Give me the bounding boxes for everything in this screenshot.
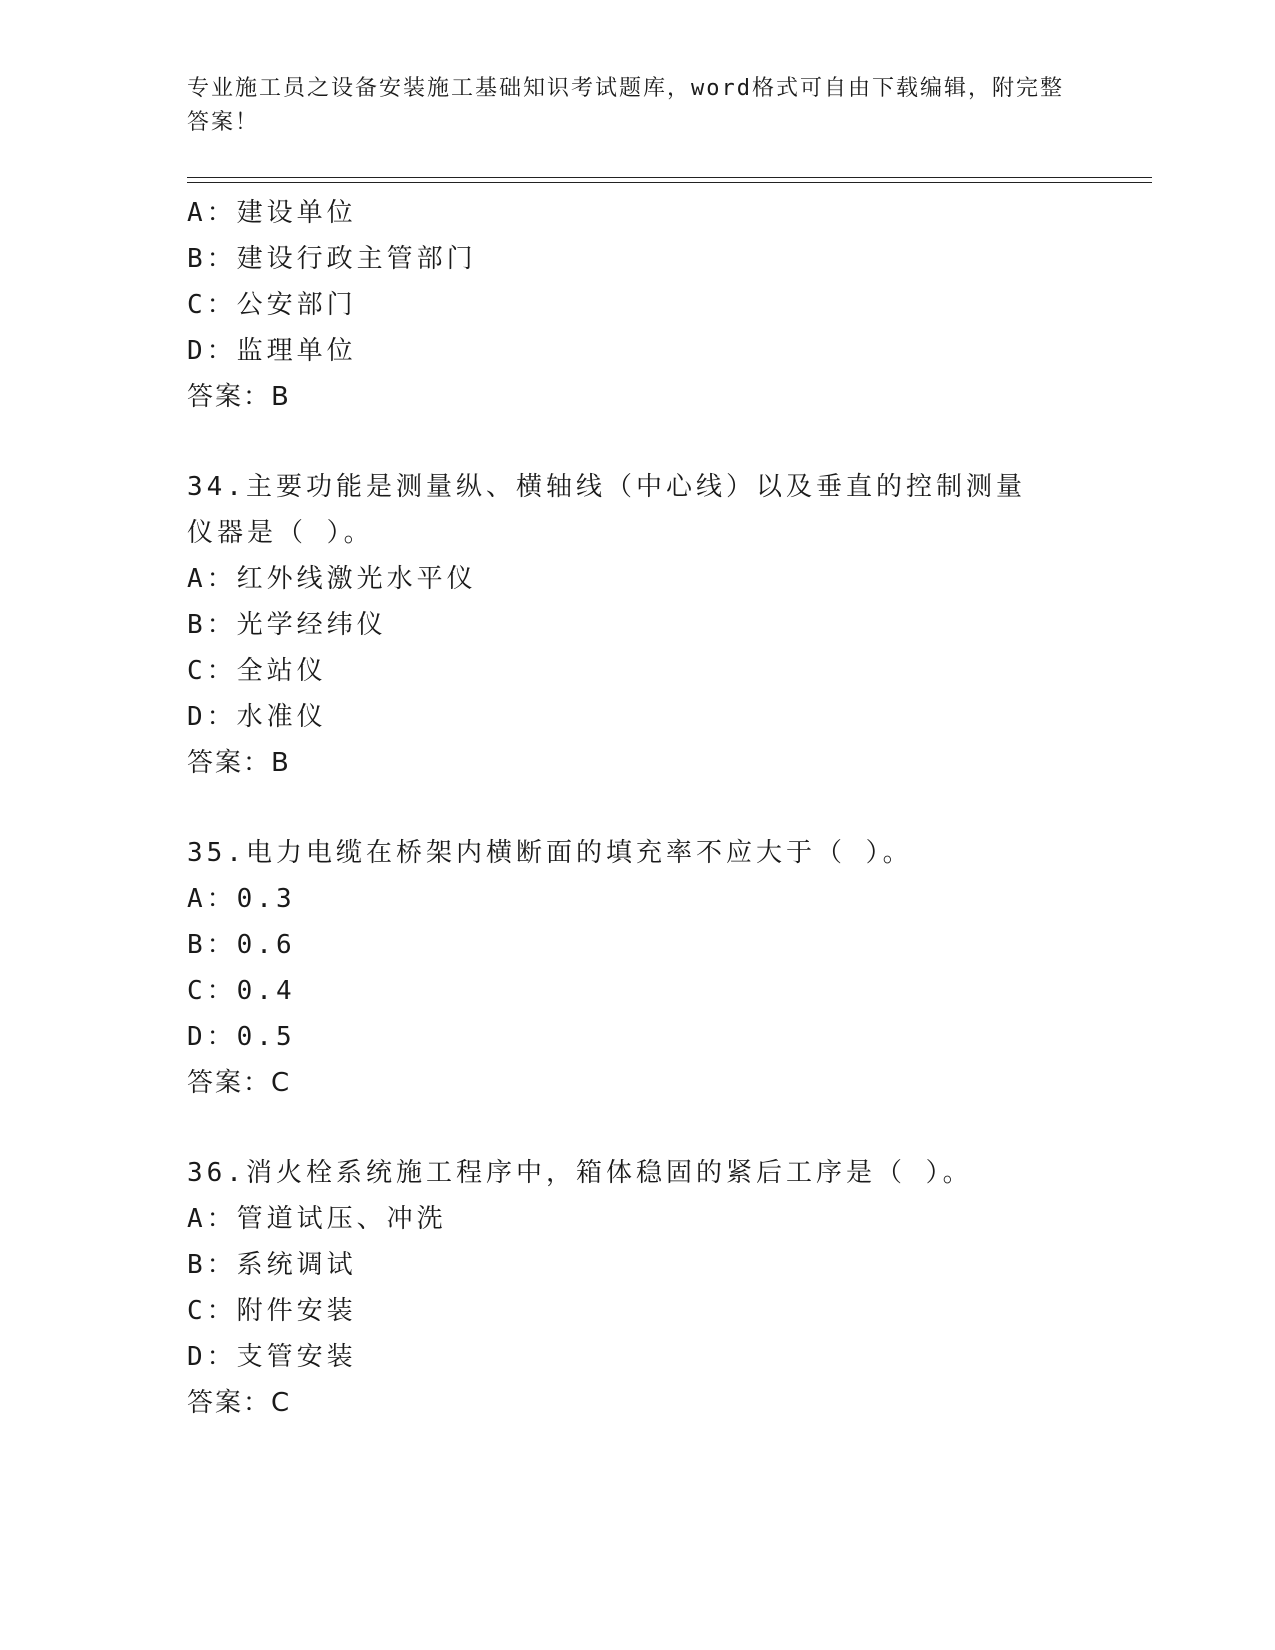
question-text: 36.消火栓系统施工程序中，箱体稳固的紧后工序是（ ）。 (187, 1158, 973, 1188)
option-c: C：公安部门 (187, 290, 357, 320)
option-b: B：光学经纬仪 (187, 610, 387, 640)
option-a: A：管道试压、冲洗 (187, 1204, 447, 1234)
document-header: 专业施工员之设备安装施工基础知识考试题库，word格式可自由下载编辑，附完整答案！ (187, 76, 1064, 135)
question-text: 34.主要功能是测量纵、横轴线（中心线）以及垂直的控制测量仪器是（ ）。 (187, 472, 1026, 548)
question-block-34 (187, 464, 1087, 786)
question-text: 35.电力电缆在桥架内横断面的填充率不应大于（ ）。 (187, 838, 913, 868)
option-c: C：0.4 (187, 976, 296, 1006)
option-c: C：附件安装 (187, 1296, 357, 1326)
question-block-36 (187, 1150, 1087, 1426)
option-d: D：0.5 (187, 1022, 296, 1052)
option-b: B：0.6 (187, 930, 296, 960)
option-b: B：建设行政主管部门 (187, 244, 477, 274)
answer-line: 答案：B (187, 382, 291, 412)
option-c: C：全站仪 (187, 656, 327, 686)
question-list (187, 190, 1087, 1426)
answer-line: 答案：B (187, 748, 291, 778)
header-divider-top (187, 177, 1152, 178)
header-divider-bottom (187, 182, 1152, 183)
option-a: A：红外线激光水平仪 (187, 564, 477, 594)
option-a: A：建设单位 (187, 198, 357, 228)
answer-line: 答案：C (187, 1388, 292, 1418)
option-d: D：监理单位 (187, 336, 357, 366)
question-block-35 (187, 830, 1087, 1106)
option-a: A：0.3 (187, 884, 296, 914)
option-d: D：支管安装 (187, 1342, 357, 1372)
option-d: D：水准仪 (187, 702, 327, 732)
question-block-33 (187, 190, 1087, 420)
answer-line: 答案：C (187, 1068, 292, 1098)
option-b: B：系统调试 (187, 1250, 357, 1280)
